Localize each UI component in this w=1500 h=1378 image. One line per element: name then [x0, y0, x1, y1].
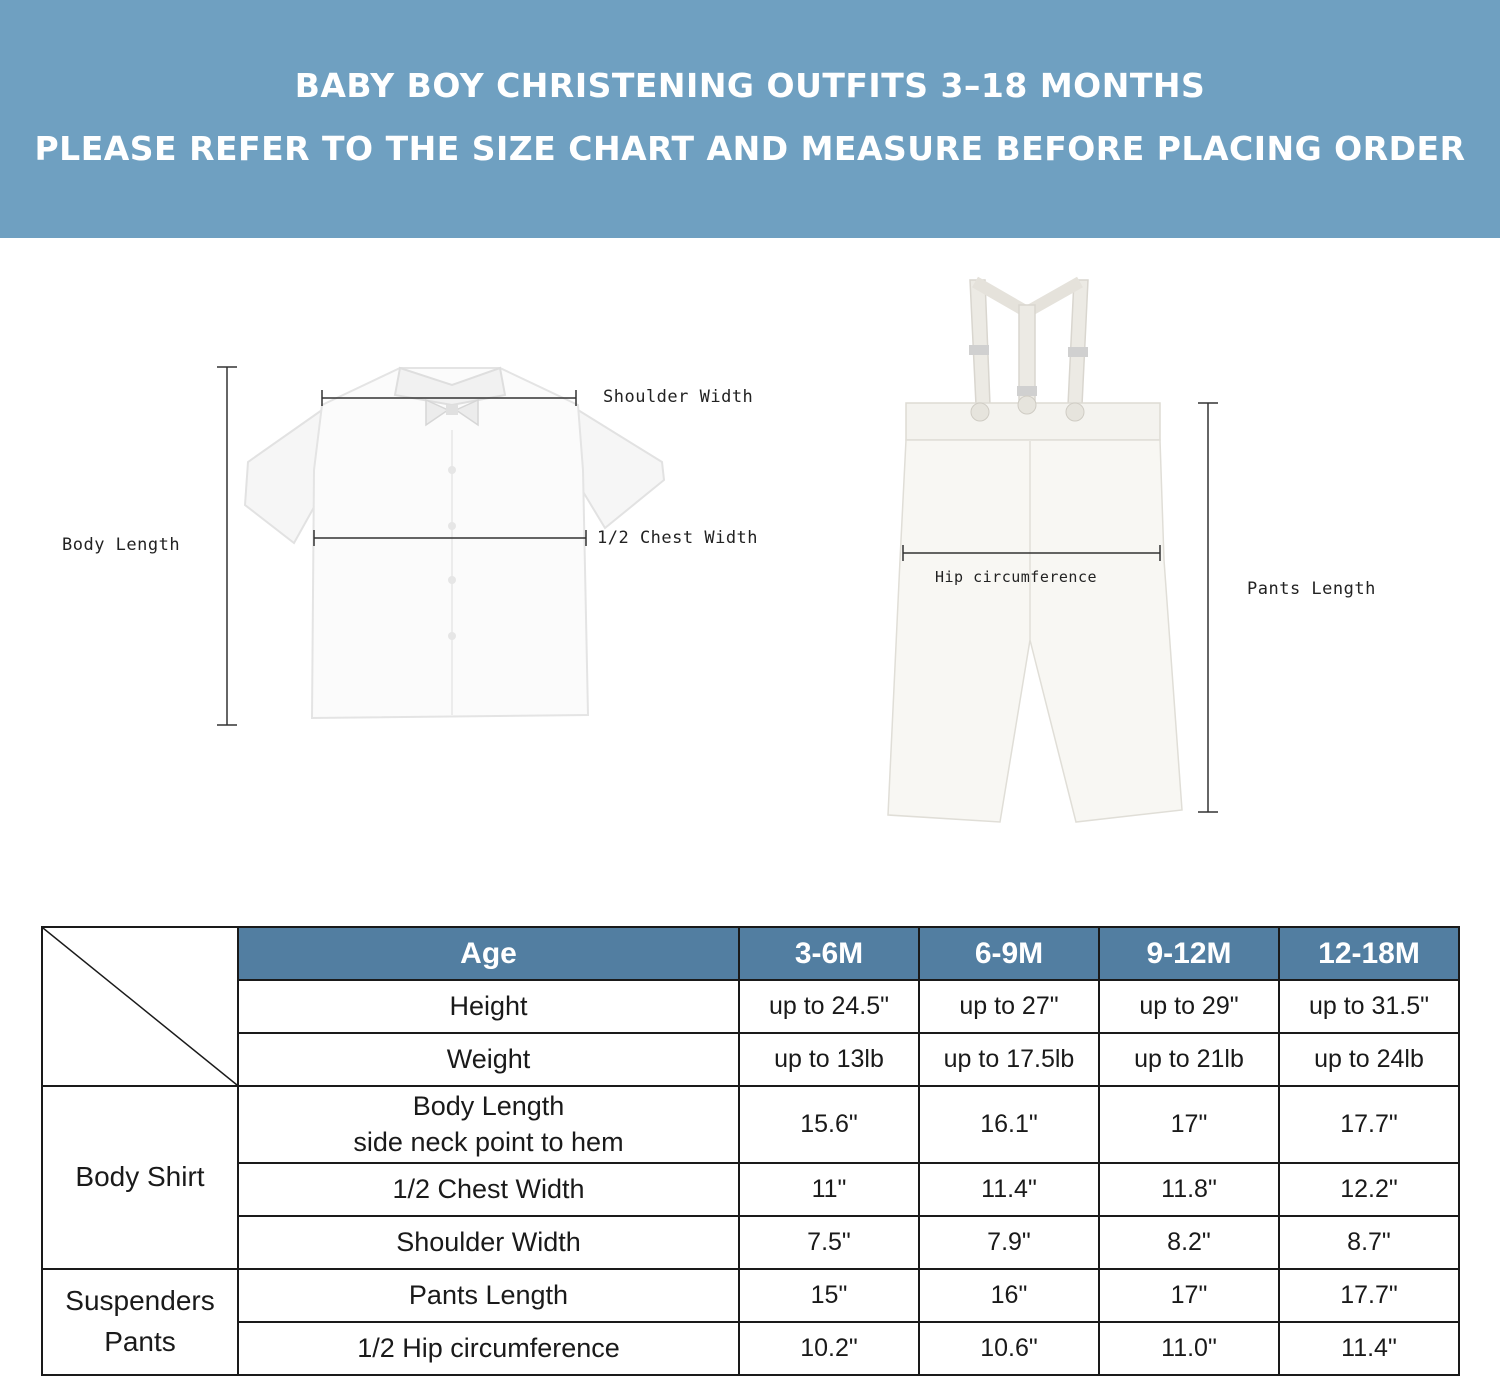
table-cell: 17.7"	[1279, 1086, 1459, 1163]
hip-circumference-label: Hip circumference	[935, 568, 1098, 586]
body-length-label: Body Length	[62, 535, 181, 555]
banner-title: BABY BOY CHRISTENING OUTFITS 3–18 MONTHS	[294, 66, 1206, 105]
shoulder-width-row-label: Shoulder Width	[238, 1216, 739, 1269]
table-cell: 15"	[739, 1269, 919, 1322]
table-cell: 11.4"	[1279, 1322, 1459, 1375]
table-cell: up to 21lb	[1099, 1033, 1279, 1086]
table-cell: up to 13lb	[739, 1033, 919, 1086]
table-cell: 8.7"	[1279, 1216, 1459, 1269]
table-cell: 16"	[919, 1269, 1099, 1322]
body-shirt-group-label: Body Shirt	[42, 1086, 238, 1269]
pants-label: Pants	[104, 1326, 176, 1357]
corner-cell	[42, 927, 238, 1086]
body-length-subtitle: side neck point to hem	[353, 1126, 624, 1157]
table-row	[42, 1033, 1459, 1086]
table-cell: 8.2"	[1099, 1216, 1279, 1269]
pants-length-row-label: Pants Length	[238, 1269, 739, 1322]
table-cell: up to 27"	[919, 980, 1099, 1033]
table-cell: 12.2"	[1279, 1163, 1459, 1216]
size-header: 9-12M	[1099, 927, 1279, 980]
diagonal-line	[43, 928, 237, 1085]
table-row	[42, 1086, 1459, 1163]
size-header: 6-9M	[919, 927, 1099, 980]
table-cell: 11.0"	[1099, 1322, 1279, 1375]
hip-row-label: 1/2 Hip circumference	[238, 1322, 739, 1375]
age-header: Age	[238, 927, 739, 980]
table-cell: 7.5"	[739, 1216, 919, 1269]
table-row	[42, 1163, 1459, 1216]
table-row	[42, 1216, 1459, 1269]
table-cell: 16.1"	[919, 1086, 1099, 1163]
table-cell: 15.6"	[739, 1086, 919, 1163]
size-header: 12-18M	[1279, 927, 1459, 980]
table-cell: 17.7"	[1279, 1269, 1459, 1322]
table-cell: 10.2"	[739, 1322, 919, 1375]
suspenders-pants-group-label	[42, 1269, 238, 1375]
body-length-row-label	[238, 1086, 739, 1163]
table-cell: up to 24lb	[1279, 1033, 1459, 1086]
height-label: Height	[238, 980, 739, 1033]
table-row	[42, 1269, 1459, 1322]
shoulder-width-label: Shoulder Width	[603, 387, 754, 407]
pants-length-label: Pants Length	[1247, 579, 1376, 599]
body-length-title: Body Length	[412, 1091, 565, 1122]
table-cell: 7.9"	[919, 1216, 1099, 1269]
chest-width-label: 1/2 Chest Width	[597, 528, 759, 548]
size-header: 3-6M	[739, 927, 919, 980]
table-cell: 11.4"	[919, 1163, 1099, 1216]
pants-illustration	[888, 280, 1182, 822]
table-cell: up to 29"	[1099, 980, 1279, 1033]
table-row	[42, 980, 1459, 1033]
table-cell: 11"	[739, 1163, 919, 1216]
table-cell: up to 17.5lb	[919, 1033, 1099, 1086]
suspenders-label: Suspenders	[65, 1285, 215, 1317]
header-banner	[0, 0, 1500, 238]
table-cell: up to 24.5"	[739, 980, 919, 1033]
chest-width-row-label: 1/2 Chest Width	[238, 1163, 739, 1216]
table-cell: up to 31.5"	[1279, 980, 1459, 1033]
weight-label: Weight	[238, 1033, 739, 1086]
table-cell: 17"	[1099, 1269, 1279, 1322]
table-header-row	[42, 927, 1459, 980]
size-chart-table	[41, 926, 1460, 1376]
table-cell: 11.8"	[1099, 1163, 1279, 1216]
table-cell: 10.6"	[919, 1322, 1099, 1375]
banner-subtitle: PLEASE REFER TO THE SIZE CHART AND MEASURE BEFORE PLACING ORDER	[34, 129, 1466, 168]
table-cell: 17"	[1099, 1086, 1279, 1163]
table-row	[42, 1322, 1459, 1375]
